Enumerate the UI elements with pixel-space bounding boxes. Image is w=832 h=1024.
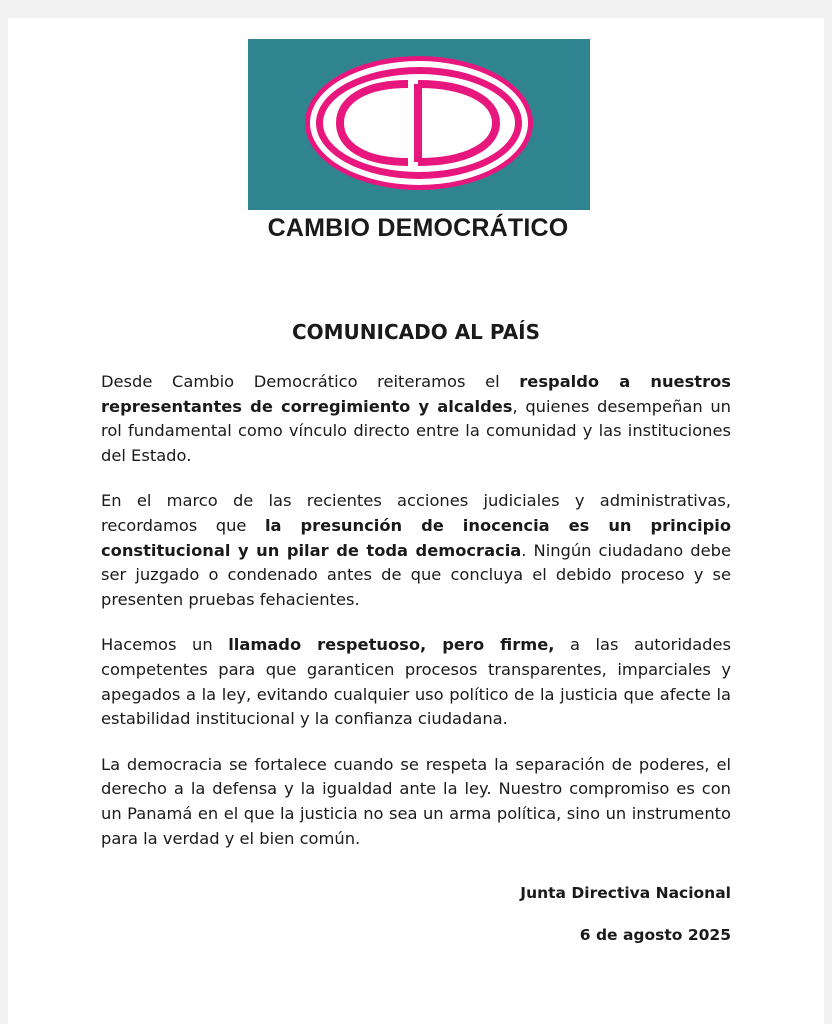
paragraph-1-bold: respaldo a nuestros representantes de corregimiento y alcaldes: [101, 372, 731, 416]
paragraph-2-text-a: En el marco de las recientes acciones judiciales y administrativas, recordamos que: [101, 491, 731, 535]
paragraph-4: [101, 753, 731, 851]
party-logo: [248, 39, 590, 210]
paragraph-3-text-c: a las autoridades competentes para que garanticen procesos transparentes, imparciales y apegados a la ley, evitando cualquier uso político de la justicia que afecte la estabilidad institucional y la confianza ciudadana.: [101, 635, 732, 729]
document-date: 6 de agosto 2025: [579, 926, 731, 944]
paragraph-4-text: La democracia se fortalece cuando se respeta la separación de poderes, el derecho a la defensa y la igualdad ante la ley. Nuestro compromiso es con un Panamá en el que la justicia no sea un arma política, sino un instrumento para la verdad y el bien común.: [101, 754, 731, 848]
cd-logo-icon: [248, 39, 590, 210]
paragraph-1-text-a: Desde Cambio Democrático reiteramos el: [101, 372, 520, 391]
paragraph-1-text-c: , quienes desempeñan un rol fundamental como vínculo directo entre la comunidad y las instituciones del Estado.: [101, 396, 731, 465]
paragraph-2-bold: la presunción de inocencia es un principio constitucional y un pilar de toda democracia: [101, 515, 732, 560]
paragraph-1: [101, 370, 731, 468]
document-page: [8, 18, 824, 1024]
paragraph-3: [101, 633, 731, 731]
paragraph-3-bold: llamado respetuoso, pero firme,: [228, 635, 555, 655]
signature: Junta Directiva Nacional: [520, 884, 731, 902]
paragraph-2: [101, 489, 731, 612]
paragraph-3-text-a: Hacemos un: [101, 635, 229, 655]
document-title: COMUNICADO AL PAÍS: [291, 320, 541, 344]
paragraph-2-text-c: . Ningún ciudadano debe ser juzgado o condenado antes de que concluya el debido proceso y se presenten pruebas fehacientes.: [101, 540, 731, 609]
document-body: [101, 370, 731, 872]
organization-name: CAMBIO DEMOCRÁTICO: [267, 214, 569, 242]
